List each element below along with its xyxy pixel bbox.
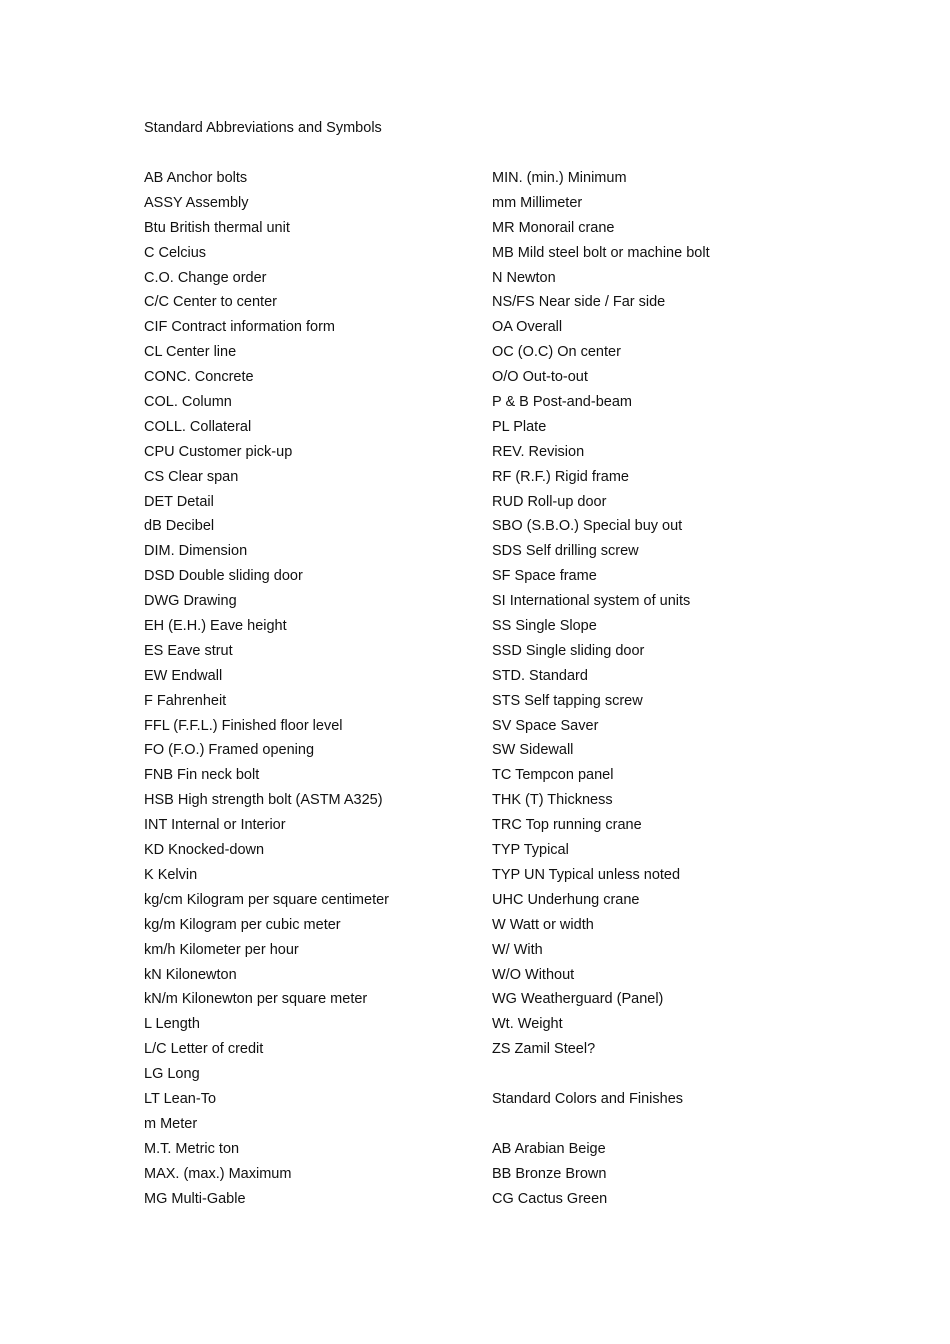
abbreviation-entry: KD Knocked-down (144, 842, 265, 859)
abbreviation-entry: P & B Post-and-beam (492, 394, 632, 411)
abbreviation-entry: W/ With (492, 941, 543, 958)
abbreviation-entry: L Length (144, 1016, 200, 1033)
abbreviation-entry: SF Space frame (492, 568, 597, 585)
abbreviation-entry: LG Long (144, 1066, 200, 1083)
abbreviation-entry: SS Single Slope (492, 618, 597, 635)
abbreviation-entry: TYP Typical (492, 842, 569, 859)
abbreviation-entry: MR Monorail crane (492, 219, 615, 236)
abbreviation-entry: ZS Zamil Steel? (492, 1041, 596, 1058)
abbreviation-entry: STD. Standard (492, 667, 588, 684)
abbreviations-right-list (492, 168, 822, 1064)
abbreviations-right-column (492, 168, 822, 1213)
abbreviation-entry: F Fahrenheit (144, 692, 227, 709)
abbreviation-entry: COLL. Collateral (144, 418, 252, 435)
page-title: Standard Abbreviations and Symbols (144, 120, 382, 136)
abbreviation-entry: DET Detail (144, 493, 214, 510)
abbreviation-entry: DIM. Dimension (144, 543, 248, 560)
color-entry: AB Arabian Beige (492, 1140, 606, 1157)
abbreviation-entry: O/O Out-to-out (492, 369, 588, 386)
abbreviation-entry: kN/m Kilonewton per square meter (144, 991, 368, 1008)
abbreviation-entry: FO (F.O.) Framed opening (144, 742, 315, 759)
abbreviation-entry: CONC. Concrete (144, 369, 254, 386)
abbreviation-entry: MB Mild steel bolt or machine bolt (492, 244, 710, 261)
abbreviation-entry: Btu British thermal unit (144, 219, 290, 236)
abbreviation-entry: MAX. (max.) Maximum (144, 1165, 292, 1182)
abbreviation-entry: STS Self tapping screw (492, 692, 643, 709)
spacer (492, 1064, 822, 1089)
color-entry: CG Cactus Green (492, 1190, 608, 1207)
abbreviation-entry: ES Eave strut (144, 642, 233, 659)
abbreviation-entry: TRC Top running crane (492, 817, 642, 834)
abbreviation-entry: SSD Single sliding door (492, 642, 645, 659)
abbreviation-entry: SI International system of units (492, 593, 691, 610)
abbreviation-entry: EW Endwall (144, 667, 223, 684)
abbreviation-entry: km/h Kilometer per hour (144, 941, 299, 958)
abbreviation-entry: SV Space Saver (492, 717, 599, 734)
abbreviation-entry: kg/cm Kilogram per square centimeter (144, 891, 389, 908)
abbreviation-entry: WG Weatherguard (Panel) (492, 991, 664, 1008)
abbreviation-entry: SW Sidewall (492, 742, 574, 759)
abbreviation-entry: NS/FS Near side / Far side (492, 294, 666, 311)
abbreviation-entry: COL. Column (144, 394, 232, 411)
abbreviation-entry: PL Plate (492, 418, 547, 435)
abbreviation-entry: CIF Contract information form (144, 319, 335, 336)
abbreviation-entry: dB Decibel (144, 518, 215, 535)
colors-section-heading: Standard Colors and Finishes (492, 1090, 684, 1107)
abbreviation-entry: LT Lean-To (144, 1090, 217, 1107)
color-entry: BB Bronze Brown (492, 1165, 607, 1182)
abbreviation-entry: MIN. (min.) Minimum (492, 170, 627, 186)
abbreviation-entry: ASSY Assembly (144, 194, 249, 211)
abbreviation-entry: kg/m Kilogram per cubic meter (144, 916, 341, 933)
abbreviation-entry: UHC Underhung crane (492, 891, 640, 908)
abbreviation-entry: C/C Center to center (144, 294, 277, 311)
abbreviation-entry: MG Multi-Gable (144, 1190, 246, 1207)
spacer (492, 1114, 822, 1139)
abbreviation-entry: C Celcius (144, 244, 207, 261)
abbreviation-entry: RUD Roll-up door (492, 493, 607, 510)
abbreviation-entry: OC (O.C) On center (492, 344, 621, 361)
abbreviation-entry: TC Tempcon panel (492, 767, 614, 784)
abbreviation-entry: CPU Customer pick-up (144, 443, 293, 460)
abbreviation-entry: HSB High strength bolt (ASTM A325) (144, 792, 383, 809)
abbreviation-entry: mm Millimeter (492, 194, 583, 211)
abbreviation-entry: RF (R.F.) Rigid frame (492, 468, 629, 485)
abbreviation-entry: EH (E.H.) Eave height (144, 618, 287, 635)
abbreviation-entry: FNB Fin neck bolt (144, 767, 260, 784)
abbreviation-entry: REV. Revision (492, 443, 585, 460)
abbreviation-entry: CS Clear span (144, 468, 239, 485)
abbreviation-entry: m Meter (144, 1115, 198, 1132)
abbreviation-entry: W/O Without (492, 966, 575, 983)
abbreviation-entry: Wt. Weight (492, 1016, 563, 1033)
abbreviation-entry: C.O. Change order (144, 269, 267, 286)
abbreviations-left-column (144, 168, 474, 1213)
abbreviation-entry: N Newton (492, 269, 556, 286)
abbreviation-entry: AB Anchor bolts (144, 170, 248, 186)
abbreviation-entry: TYP UN Typical unless noted (492, 866, 681, 883)
abbreviation-entry: SBO (S.B.O.) Special buy out (492, 518, 683, 535)
abbreviation-entry: OA Overall (492, 319, 563, 336)
abbreviation-entry: kN Kilonewton (144, 966, 237, 983)
colors-list (492, 1139, 822, 1214)
abbreviation-entry: DSD Double sliding door (144, 568, 303, 585)
abbreviation-entry: K Kelvin (144, 866, 198, 883)
abbreviation-entry: L/C Letter of credit (144, 1041, 264, 1058)
abbreviation-entry: W Watt or width (492, 916, 594, 933)
abbreviation-entry: INT Internal or Interior (144, 817, 286, 834)
abbreviation-entry: CL Center line (144, 344, 237, 361)
abbreviation-entry: FFL (F.F.L.) Finished floor level (144, 717, 343, 734)
abbreviation-entry: SDS Self drilling screw (492, 543, 639, 560)
abbreviation-entry: M.T. Metric ton (144, 1140, 240, 1157)
abbreviation-entry: THK (T) Thickness (492, 792, 613, 809)
abbreviation-entry: DWG Drawing (144, 593, 237, 610)
